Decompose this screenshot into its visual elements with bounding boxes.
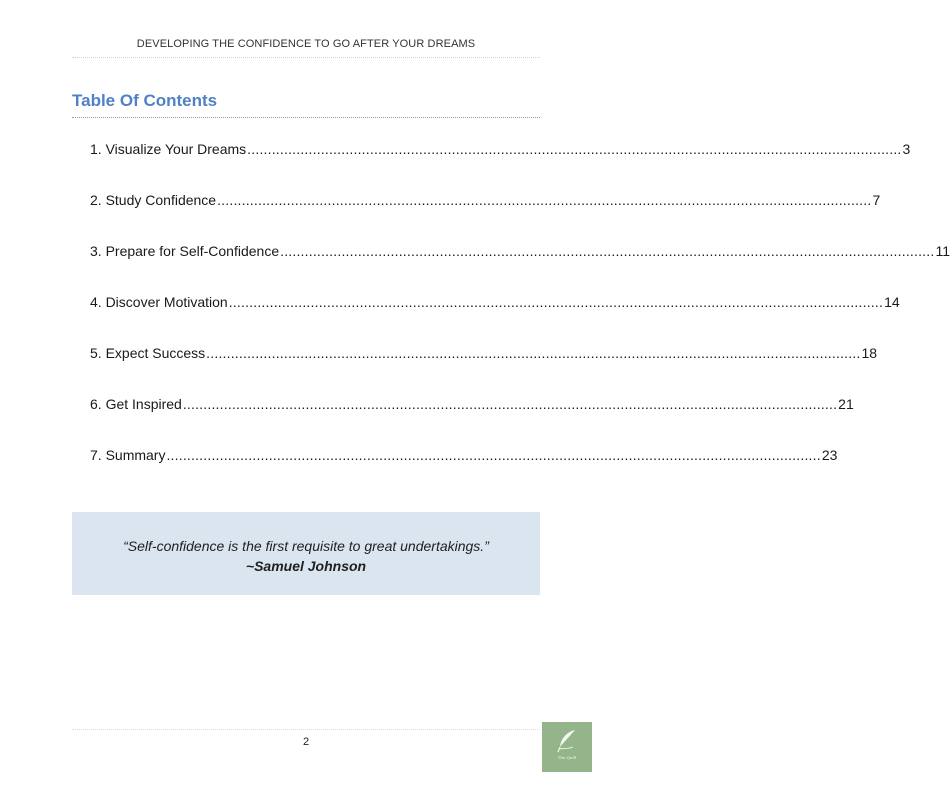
toc-entry[interactable] — [90, 141, 911, 192]
toc-entry-label: 7. Summary — [90, 447, 166, 463]
toc-entry-page: 23 — [821, 447, 838, 463]
quote-box — [72, 512, 540, 595]
footer-divider — [72, 729, 540, 730]
toc-entry-page: 3 — [902, 141, 911, 157]
toc-entry-label: 4. Discover Motivation — [90, 294, 228, 310]
toc-dot-leader: ................................................................................................................................................................ — [182, 396, 838, 412]
toc-dot-leader: ................................................................................................................................................................ — [206, 345, 861, 361]
quote-text: “Self-confidence is the first requisite to great undertakings.” — [123, 538, 489, 554]
toc-dot-leader: ................................................................................................................................................................ — [247, 141, 902, 157]
toc-entry-label: 1. Visualize Your Dreams — [90, 141, 247, 157]
toc-dot-leader: ................................................................................................................................................................ — [228, 294, 884, 310]
toc-entry-page: 11 — [935, 243, 950, 259]
toc-dot-leader: ................................................................................................................................................................ — [217, 192, 872, 208]
quill-feather-icon — [555, 728, 579, 754]
toc-entry-label: 5. Expect Success — [90, 345, 206, 361]
brand-logo-text: The Quill — [557, 755, 577, 760]
toc-title: Table Of Contents — [72, 91, 218, 110]
toc-entry[interactable] — [90, 192, 881, 243]
quote-author: ~Samuel Johnson — [245, 558, 367, 574]
page-header: DEVELOPING THE CONFIDENCE TO GO AFTER YOUR DREAMS — [136, 38, 476, 50]
toc-entry-page: 14 — [884, 294, 900, 310]
toc-dot-leader: ................................................................................................................................................................ — [280, 243, 935, 259]
toc-entry[interactable] — [90, 447, 838, 498]
toc-entry-page: 21 — [838, 396, 854, 412]
toc-list — [90, 141, 950, 498]
header-divider — [72, 57, 540, 58]
brand-logo — [542, 722, 592, 772]
toc-entry[interactable] — [90, 396, 854, 447]
toc-entry[interactable] — [90, 294, 900, 345]
toc-entry-page: 18 — [861, 345, 878, 361]
toc-entry-label: 3. Prepare for Self-Confidence — [90, 243, 280, 259]
toc-entry-page: 7 — [872, 192, 881, 208]
toc-dot-leader: ................................................................................................................................................................ — [166, 447, 821, 463]
toc-title-divider — [72, 117, 540, 118]
toc-entry-label: 2. Study Confidence — [90, 192, 217, 208]
page-number: 2 — [302, 736, 310, 748]
toc-entry[interactable] — [90, 243, 950, 294]
toc-entry[interactable] — [90, 345, 878, 396]
toc-entry-label: 6. Get Inspired — [90, 396, 182, 412]
